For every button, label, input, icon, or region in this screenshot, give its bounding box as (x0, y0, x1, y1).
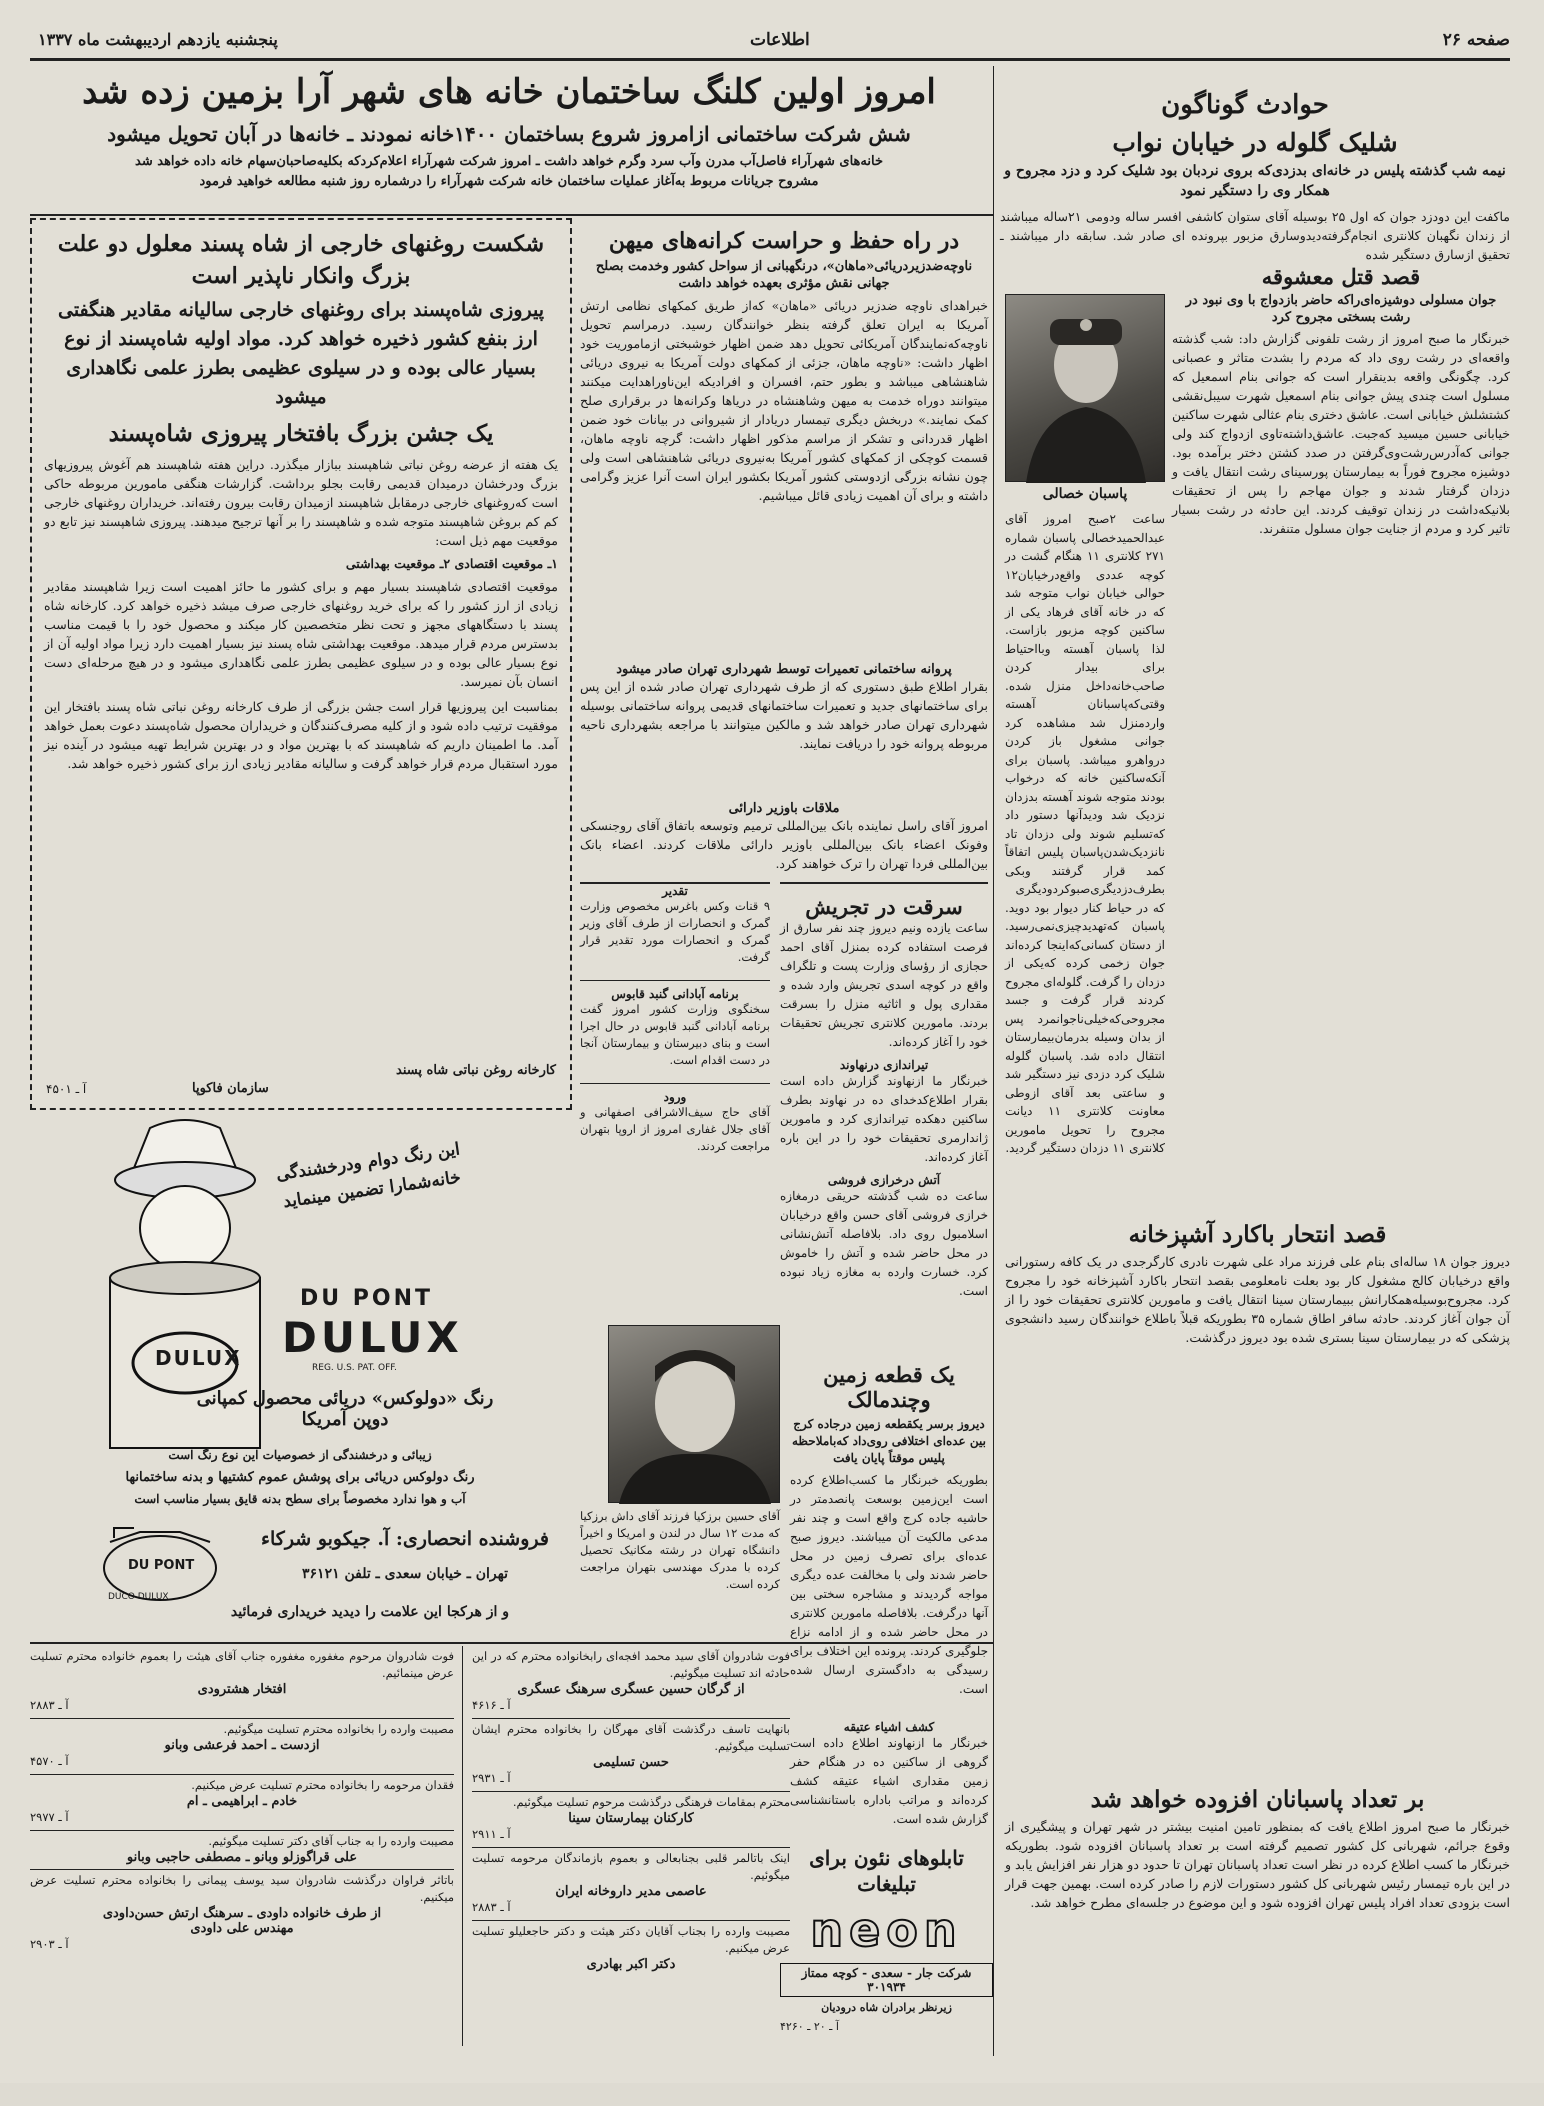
notice-sign: حسن تسلیمی (593, 1755, 669, 1770)
notice-code: آ ـ ۴۵۷۰ (30, 1754, 69, 1768)
notice-item (30, 1775, 454, 1831)
article-subtitle: نیمه شب گذشته پلیس در خانه‌ای بدزدی‌که بروی نردبان بود شلیک کرد و دزد مجروح و همکار وی را دستگیر نمود (1004, 163, 1506, 199)
brand-reg: REG. U.S. PAT. OFF. (312, 1363, 397, 1373)
article-title: کشف اشیاء عتیقه (843, 1720, 935, 1734)
notices-rule (30, 1642, 993, 1644)
paper-name: اطلاعات (750, 30, 810, 50)
issue-date: پنجشنبه یازدهم اردیبهشت ماه ۱۳۳۷ (38, 30, 278, 49)
article-body: بمناسبت این پیروزیها قرار است جشن بزرگی از طرف کارخانه روغن نباتی شاه پسند بافتخار این موفقیت ترتیب داده شود و از کلیه مصرف‌کنندگان و خریداران محصول شاه‌پسند دعوت بعمل خواهد آمد. ما اطمینان داریم که شاهپسند که با بهترین مواد و در بهترین شرایط تهیه میشود در آینده نیز مورد استقبال مردم قرار خواهد گرفت و سالیانه مقادیر زیادی ارز برای کشور ذخیره خواهد شد. (44, 699, 558, 771)
notice-item (472, 1848, 790, 1921)
neon-company: شرکت جار - سعدی - کوچه ممتاز ۳۰۱۹۳۴ (780, 1963, 993, 1997)
article-title: قصد انتحار باکارد آشپزخانه (1128, 1221, 1387, 1248)
signature-1: کارخانه روغن نباتی شاه پسند (396, 1063, 556, 1078)
notice-item (472, 1719, 790, 1792)
notice-text: اینک باتالمر قلبی بجنابعالی و بعموم بازماندگان مرحومه تسلیت میگوئیم. (472, 1851, 790, 1882)
notice-col-right (472, 1646, 790, 2046)
article-subtitle: پیروزی شاه‌پسند برای روغنهای خارجی سالیانه مقادیر هنگفتی ارز بنفع کشور ذخیره خواهد کرد. مواد اولیه شاه‌پسند از نوع بسیار عالی بوده و در سیلوی عظیمی بطرز علمی نگاهداری میشود (57, 299, 545, 408)
article-body: خبرنگار ما ازنهاوند گزارش داده است بقرار اطلاع‌کدخدای ده در نهاوند بطرف ساکنین دهکده تیراندازی کرد و مامورین ژاندارمری تحقیقات خود را در این باره آغاز کرده‌اند. (780, 1074, 988, 1164)
logo-text: DU PONT (128, 1558, 195, 1573)
notice-code: آ ـ ۴۶۱۶ (472, 1698, 511, 1712)
notices-area (30, 1646, 790, 2046)
article-body: امروز آقای راسل نماینده بانک بین‌المللی ترمیم وتوسعه باتفاق آقای روجنسکی وفونک اعضاء بانک بین‌المللی باوزیر دارائی ملاقات کردند. اعضاء بانک بین‌المللی فردا تهران را ترک خواهند کرد. (580, 818, 988, 871)
page-number: صفحه ۲۶ (1442, 30, 1510, 50)
ad-line-2: رنگ دولوکس دریائی برای پوشش عموم کشتیها و بدنه ساختمانها (125, 1470, 475, 1485)
notice-sign: از طرف خانواده داودی ـ سرهنگ ارتش حسن‌داودی (102, 1906, 382, 1921)
notice-sign: از گرگان حسین عسگری سرهنگ عسگری (517, 1682, 745, 1697)
notice-sign: ازدست ـ احمد فرعشی وبانو (164, 1738, 320, 1753)
notice-item (472, 1921, 790, 1974)
dupont-logo (100, 1528, 220, 1608)
logo-sub: DUCO DULUX (108, 1592, 169, 1602)
ad-dealer: فروشنده انحصاری: آ. جیکوبو شرکاء (261, 1528, 549, 1550)
notice-item (30, 1719, 454, 1775)
dulux-ad (30, 1118, 572, 1638)
shahpasand-article (30, 218, 572, 1110)
notice-item (30, 1831, 454, 1870)
ad-top-text: این رنگ دوام ودرخشندگی خانه‌شمارا تضمین مینماید (274, 1139, 462, 1213)
neon-title: تابلوهای نئون برای تبلیغات (809, 1846, 964, 1896)
article-title: شلیک گلوله در خیابان نواب (1112, 128, 1398, 157)
notice-code: آ ـ ۲۹۰۳ (30, 1937, 69, 1951)
notice-sign: مهندس علی داودی (190, 1921, 294, 1936)
notice-code: آ ـ ۲۹۷۷ (30, 1810, 69, 1824)
notice-sign: کارکنان بیمارستان سینا (568, 1811, 694, 1826)
neon-ad (780, 1845, 993, 2050)
section-header: حوادث گوناگون (1161, 90, 1329, 120)
ad-line-1: رنگ «دولوکس» دریائی محصول کمپانی دوپن آمریکا (196, 1388, 494, 1430)
header-rule (30, 58, 1510, 61)
officer-photo (1005, 294, 1165, 482)
notice-code: آ ـ ۲۹۱۱ (472, 1827, 511, 1841)
neon-sub: زیرنظر برادران شاه درودیان (821, 2001, 952, 2014)
notice-item (472, 1792, 790, 1848)
notice-code: آ ـ ۲۸۸۳ (472, 1900, 511, 1914)
neon-code: آ ـ ۲۰ ـ ۴۲۶۰ (780, 2020, 839, 2033)
article-title: سرقت در تجریش (805, 894, 963, 919)
article-title: بر تعداد پاسبانان افزوده خواهد شد (1090, 1786, 1425, 1813)
lead-rule (30, 214, 993, 216)
lead-subhead: شش شرکت ساختمانی ازامروز شروع بساختمان ۱۴۰۰خانه نمودند ـ خانه‌ها در آبان تحویل میشود (107, 122, 911, 146)
article-2 (1172, 264, 1510, 734)
brand-dulux: DULUX (282, 1313, 463, 1362)
article-list: ۱ـ موقعیت اقتصادی ۲ـ موقعیت بهداشتی (345, 556, 558, 571)
photo-caption: آقای حسین برزکیا فرزند آقای داش برزکیا که مدت ۱۲ سال در لندن و امریکا و اخیراً دانشگاه تهران در رشته مکانیک تحصیل کرده با مدرک مهندسی بتهران مراجعت کرده است. (580, 1509, 780, 1591)
article-3 (1005, 1221, 1510, 1511)
brand-dupont: DU PONT (300, 1286, 434, 1311)
article-body: خبرنگار ما ازنهاوند اطلاع داده است گروهی از ساکنین ده در هنگام حفر زمین مقداری اشیاء عتیقه کشف کرده‌اند و مراتب باداره باستانشناسی گزارش شده است. (790, 1736, 988, 1826)
article-4 (1005, 1786, 1510, 2106)
right-column (1000, 66, 1510, 2056)
notice-text: فوت شادروان آقای سید محمد افجه‌ای رابخانواده محترم که در این حادثه اند تسلیت میگوئیم. (472, 1649, 790, 1680)
signature-2: سازمان فاکوپا (192, 1081, 269, 1096)
land-article (790, 1362, 988, 1696)
notice-sign: علی قراگوزلو وبانو ـ مصطفی حاجبی وبانو (126, 1850, 358, 1865)
ad-line-3: زیبائی و درخشندگی از خصوصیات این نوع رنگ است (168, 1448, 432, 1462)
article-title: آتش درخرازی فروشی (827, 1173, 941, 1187)
notice-sign: افتخار هشترودی (197, 1682, 287, 1697)
notice-item (30, 1646, 454, 1719)
notice-title: تقدیر (662, 884, 688, 898)
lead-article (30, 70, 988, 220)
notice-item (30, 1870, 454, 1955)
article-body: بقرار اطلاع طبق دستوری که از طرف شهرداری تهران صادر شده از این پس برای ساختمانهای جدید و تعمیرات ساختمانهای قدیمی پروانه ساختمانی بوسیله شهرداری تهران صادر خواهد شد و مالکین میتوانند با مراجعه بشهرداری ناحیه مربوطه پروانه خود را دریافت نمایند. (580, 679, 988, 751)
article-title: پروانه ساختمانی تعمیرات توسط شهرداری تهران صادر میشود (616, 662, 952, 677)
notice-code: آ ـ ۲۸۸۳ (30, 1698, 69, 1712)
article-title: تیراندازی درنهاوند (839, 1058, 929, 1072)
article-body: ماکفت این دودزد جوان که اول ۲۵ بوسیله آقای ستوان کاشفی افسر ساله ودومی ۲۱ساله میباشند از زندان نگهبان کلانتری انجام‌گرفته‌دیدوسارق مزبور بپرونده ای صادر شد. سابقه دار میباشند ـ تحقیق ازسارق دستگیر شده (1000, 209, 1510, 262)
article-title: ملاقات باوزیر دارائی (728, 801, 840, 816)
notice-code: آ ـ ۲۹۳۱ (472, 1771, 511, 1785)
notice-divider (462, 1646, 463, 2046)
article-body: بطوریکه خبرنگار ما کسب‌اطلاع کرده است این‌زمین بوسعت پانصدمتر در حاشیه جاده کرج واقع است و چند نفر مدعی مالکیت آن میباشند. دیروز صبح عده‌ای برای تصرف زمین در محل حاضر شدند ولی با مخالفت عده دیگری مواجه گردیدند و مشاجره سختی بین آنها درگرفت. بلافاصله مامورین کلانتری در محل حاضر شده و از ادامه نزاع جلوگیری کردند. پرونده این اختلاف برای رسیدگی به دادگستری ارسال شده است. (790, 1473, 988, 1696)
notice-text: محترم بمقامات فرهنگی درگذشت مرحوم تسلیت میگوئیم. (512, 1795, 790, 1809)
notice-text: مصیبت وارده را بجناب آقایان دکتر هیئت و دکتر حاجعلیلو تسلیت عرض میکنیم. (472, 1924, 790, 1955)
article-continuation: ساعت ۲صبح امروز آقای عبدالحمیدخصالی پاسبان شماره ۲۷۱ کلانتری ۱۱ هنگام گشت در کوچه عددی واقع‌درخیابان۱۲ حوالی خیابان نواب متوجه شد که در خانه آقای فرهاد یکی از ساکنین کوچه مزبور بازاست. لذا پاسبان آهسته وبااحتیاط برای بیدار کردن صاحب‌خانه‌داخل منزل شده. وقتی‌که‌پاسبانان آهسته واردمنزل شد مشاهده کرد جوانی مشغول باز کردن درواهرو میباشد. پاسبان برای آنکه‌ساکنین خانه که درخواب بودند متوجه شوند آهسته بدزدان نزدیک شد ودیدآنها دستور داد که‌تسلیم شوند ولی دزدان تاد نانزدیک‌شدن‌پاسبان پلیس اتفاقاً کمد قرار گرفتند وبکی بطرف‌دزدیگری‌صبوکرد‌ودیگری که در حیاط کنار دیوار بود دوید. پاسبان که‌تهدید‌چیزی‌نمی‌رسید. از دستان کسانی‌که‌اینجا کرده‌اند جوان زخمی کرده که‌یکی از دزدان را گرفت. گلوله‌ای مجروح کردند قرار گرفت و جسد مجروحی‌که‌خیلی‌ناجوانمرد پس از بدان وسیله بدرمان‌بیمارستان انتقال داده شد. پاسبان گلوله شلیک کرد دزدی نیز دستگیر شد و ساعتی بعد آقای ازوطی معاونت کلانتری ۱۱ دیانت مجروح را تحویل مامورین کلانتری ۱۱ دزدان دستگیر گردید. (1005, 512, 1166, 1155)
neon-brand: neon (810, 1903, 963, 1957)
person-photo (608, 1325, 780, 1503)
column-rule (993, 66, 994, 2056)
notice-body: سخنگوی وزارت کشور امروز گفت برنامه آبادانی گنبد قابوس در حال اجرا است و بنای دبیرستان و بیمارستان آنجا در دست اقدام است. (580, 1002, 770, 1067)
notice-text: بانهایت تاسف درگذشت آقای مهرگان را بخانواده محترم ایشان تسلیت میگوئیم. (472, 1722, 790, 1753)
photo-caption: پاسبان خصالی (1042, 486, 1128, 502)
article-title: در راه حفظ و حراست کرانه‌های میهن (608, 228, 960, 254)
page-header (30, 28, 1510, 56)
article-title: یک قطعه زمین وچندمالک (823, 1362, 955, 1412)
article-body: ساعت یازده ونیم دیروز چند نفر سارق از فرصت استفاده کرده بمنزل آقای احمد حجازی از رؤسای وزارت پست و تلگراف واقع در کوچه اسدی تجریش وارد شده و مقداری پول و اثاثیه منزل را بسرقت بردند. مامورین کلانتری تجریش تحقیقات خود را آغاز کرده‌اند. (780, 921, 988, 1049)
notice-text: مصیبت وارده را به جناب آقای دکتر تسلیت میگوئیم. (208, 1834, 454, 1848)
notice-title: برنامه آبادانی گنبد قابوس (580, 980, 770, 1001)
portrait-image (1006, 295, 1166, 483)
notice-sign: عاصمی مدیر داروخانه ایران (555, 1884, 707, 1899)
article-body: موقعیت اقتصادی شاهپسند بسیار مهم و برای کشور ما حائز اهمیت است زیرا شاهپسند مقادیر زیادی از ارز کشور را که برای خرید روغنهای خارجی صرف میشد ذخیره خواهد کرد. کارخانه شاه پسند با دستگاههای مجهز و تحت نظر متخصصین کار میکند و محصول خود را با قیمت مناسب بدسترس مردم قرار میدهد. موقعیت بهداشتی شاه پسند نیز بسیار اهمیت دارد زیرا مواد اولیه آن از نوع بسیار عالی بوده و در سیلوی عظیمی بطرز علمی نگاهداری میشود و در هیچ مرحله‌ای دست انسان بآن نمیرسد. (44, 579, 558, 689)
notice-item (472, 1646, 790, 1719)
article-body: ساعت ده شب گذشته حریقی درمغازه خرازی فروشی آقای حسن واقع درخیابان اسلامبول روی داد. بلافاصله آتش‌نشانی در محل حاضر شده و آتش را خاموش کرد. خسارت وارده به مغازه زیاد نبوده است. (780, 1189, 988, 1298)
article-banner: یک جشن بزرگ بافتخار پیروزی شاه‌پسند (108, 420, 494, 447)
ad-address: تهران ـ خیابان سعدی ـ تلفن ۳۶۱۲۱ (302, 1566, 508, 1582)
notice-text: فوت شادروان مرحوم مغفوره مغفوره جناب آقای هیئت را بعموم خانواده محترم تسلیت عرض مینمائیم. (30, 1649, 454, 1680)
notice-text: باتاثر فراوان درگذشت شادروان سید یوسف پیمانی را بخانواده محترم تسلیت عرض میکنیم. (30, 1873, 454, 1904)
lead-line-1: خانه‌های شهرآراء فاصل‌آب مدرن وآب سرد وگرم خواهد داشت ـ امروز شرکت شهرآراء اعلام‌کردکه بکلیه‌صاحبان‌سهام خانه داده خواهد شد (135, 154, 883, 169)
notice-text: مصیبت وارده را بخانواده محترم تسلیت میگوئیم. (223, 1722, 454, 1736)
article-body: یک هفته از عرضه روغن نباتی شاهپسند ببازار میگذرد. دراین هفته شاهپسند هم آغوش پیروزیهای بزرگ ودرخشان درمیدان قدیمی رقابت بجلو برداشت. گزارشات هنگفی مامورین مربوطه حاکی است که‌روغنهای خارجی درمقابل شاهپسند ازمیدان رقابت بیرون رفته‌اند. خریداران روغنهای خارجی کم کم بروغن شاهپسند متوجه شده و شاهپسند را بر آنها ترجیح میدهند. پیروزی شاهپسند نیز تابع دو موقعیت مهم ذیل است: (44, 457, 558, 548)
middle-lower-articles (780, 882, 988, 1362)
article-body: خبرنگار ما صبح امروز اطلاع یافت که بمنظور تامین امنیت بیشتر در شهر تهران و پیشگیری از وقوع جرائم، شهربانی کل کشور تصمیم گرفته است بر تعداد پاسبانان افزوده شود. بطوریکه خبرنگار ما کسب اطلاع کرده در نظر است تعداد پاسبانان تهران تا حدود دو هزار نفر افزایش یابد و در این باره تیمسار رئیس شهربانی کل کشور دستورات لازم را صادر کرده است. بهمین جهت قرار است بزودی تعداد افراد پلیس تهران افزوده شود و این موضوع در جلسه‌ای مطرح خواهد شد. (1005, 1819, 1510, 1910)
portrait-image (609, 1326, 781, 1504)
article-title: شکست روغنهای خارجی از شاه پسند معلول دو علت بزرگ وانکار ناپذیر است (57, 231, 545, 289)
notice-title: ورود (580, 1083, 770, 1104)
article-body: خبراهدای ناوچه ضدزیر دریائی «ماهان» که‌از طریق کمکهای نظامی ارتش آمریکا به ایران تعلق گرفته بنظر خوانندگان رسید. درمراسم تحویل ناوچه‌که‌نمایندگان آمریکائی تحویل دهد ضمن اظهار خوشبختی ازماموریت خود اظهار داشت: «ناوچه ماهان، جزئی از کمکهای دولت آمریکا به نیروی دریائی شاهنشاهی میباشد و بطور حتم، افسران و افرادیکه این‌ناوراهدایت میکنند میتوانند دوراه خدمت به میهن وشاهنشاه در دریاها وکرانه‌ها در برقراری صلح کمک نمایند.» دربخش دیگری تیمسار دریادار از شیروانی در بیانات خود ضمن اظهار قدردانی و تشکر از مراسم مذکور اظهار داشت: گرچه ناوچه ماهان، قسمت کوچکی از کمکهای کشور آمریکا به‌نیروی دریائی شاهنشاهی است ولی چون نشانه بزرگی ازدوستی کشور آمریکا بکشور ایران است آنرا عزیز وگرامی داشته و برای آن اهمیت زیادی قائل میباشیم. (580, 298, 988, 503)
notice-text: فقدان مرحومه را بخانواده محترم تسلیت عرض میکنیم. (191, 1778, 454, 1792)
notice-col-left (30, 1646, 454, 2046)
lead-line-2: مشروح جریانات مربوط به‌آغاز عملیات ساختمان خانه شرکت شهرآراء را درشماره روز شنبه مطالعه خواهید فرمود (199, 174, 819, 189)
lead-headline: امروز اولین کلنگ ساختمان خانه های شهر آرا بزمین زده شد (82, 72, 936, 112)
notice-body: ۹ قنات وکس باغرس مخصوص وزارت گمرک و انحصارات از طرف آقای وزیر گمرک و انحصارات مورد تقدیر قرار گرفت. (580, 899, 770, 964)
ad-code: آ ـ ۴۵۰۱ (46, 1082, 87, 1096)
article-subtitle: دیروز برسر یکقطعه زمین درجاده کرج بین عده‌ای اختلافی روی‌داد که‌باملاحظه پلیس موقتاً پایان یافت (792, 1417, 986, 1465)
ad-line-4: آب و هوا ندارد مخصوصاً برای سطح بدنه قایق بسیار مناسب است (134, 1492, 466, 1506)
notice-sign: دکتر اکبر بهادری (586, 1957, 676, 1972)
article-subtitle: جوان مسلولی دوشیزه‌ای‌راکه حاضر بازدواج با وی نبود در رشت بسختی مجروح کرد (1185, 293, 1497, 325)
can-label: DULUX (155, 1346, 242, 1370)
notice-body: آقای حاج سیف‌الاشرافی اصفهانی و آقای جلال غفاری امروز از اروپا بتهران مراجعت کردند. (580, 1105, 770, 1153)
article-body: دیروز جوان ۱۸ ساله‌ای بنام علی فرزند مراد علی شهرت نادری کارگرجدی در یک کافه رستورانی واقع درخیابان کالج مشغول کار بود بعلت نامعلومی بقصد انتحار باکارد آشپزخانه خود را مجروح کرد. مجروح‌بوسیله‌همکارانش ببیمارستان سینا انتقال یافت و مامورین کلانتری تحقیقات خود را از آن جوان آغاز کردند. حادثه سافر اطاق شماره ۳۵ بطوریکه قبلاً باطلاع خوانندگان رسید دانشجوی پزشکی که در بیمارستان سینا بستری شده بود دیروز درگذشت. (1005, 1254, 1510, 1345)
article-body: خبرنگار ما صبح امروز از رشت تلفونی گزارش داد: شب گذشته واقعه‌ای در رشت روی داد که مردم را بشدت متاثر و عصبانی کرد. چگونگی واقعه بدینقرار است که جوانی بنام اسمعیل که مسلول است چندی پیش جوانی بنام اسمعیل شهرت سیبل‌نقشی کشتشلش خیابانی است. عاشق دختری بنام عثالی شهرت ساکنین خیابانی حسین میسید که‌جبت. عاشق‌داشته‌تاوی ازدواج کند ولی جوانی که‌آدرس‌رشت‌وی‌گرفتن در صدد کشتن دختر برآمده بود. دوشیزه مجروح فوراً به بیمارستان پورسینای رشت انتقال یافت و دزدان گرفتار شدند و جوان مهاجم را پس از تحقیقات بلانیکه‌داشت در زندان توقیف کردند. این حادثه در رشت بسیار تاثیر کرد و مردم از جنایت جوان مسلول متنفرند. (1172, 331, 1510, 536)
article-title: قصد قتل معشوقه (1261, 264, 1421, 289)
article-subtitle: ناوچه‌ضدزیردریائی«ماهان»، درنگهبانی از سواحل کشور وخدمت بصلح جهانی نقش مؤثری بعهده خواهد داشت (595, 259, 973, 291)
antique-article (790, 1720, 988, 1840)
ad-bottom: و از هرکجا این علامت را دیدید خریداری فرمائید (230, 1604, 510, 1620)
notice-sign: خادم ـ ابراهیمی ـ ام (186, 1794, 298, 1809)
